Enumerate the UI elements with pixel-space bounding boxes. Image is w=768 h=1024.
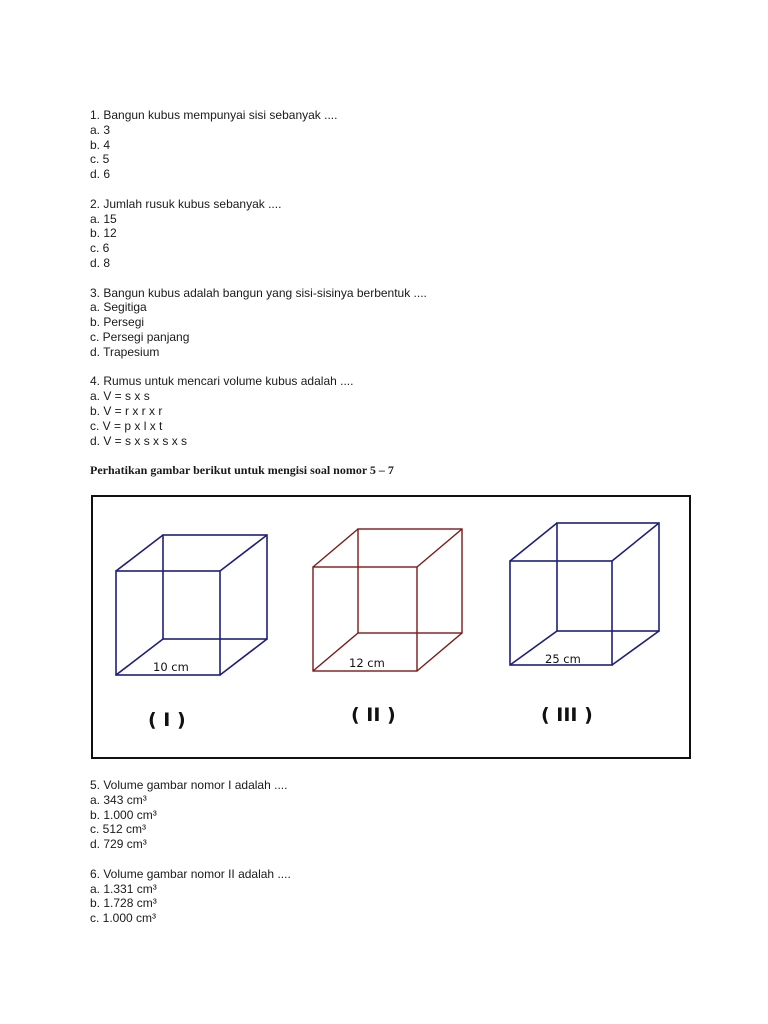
question-1 <box>90 108 700 182</box>
question-4 <box>90 374 700 448</box>
question-text: 2. Jumlah rusuk kubus sebanyak .... <box>90 196 282 211</box>
option: a. 343 cm³ <box>90 792 147 807</box>
cube-1 <box>116 535 267 675</box>
option: b. 4 <box>90 137 111 152</box>
question-text: 4. Rumus untuk mencari volume kubus adalah .... <box>90 374 354 389</box>
cube-2 <box>313 529 462 671</box>
cube-1-back-face <box>163 535 267 639</box>
option: d. V = s x s x s x s <box>90 433 188 448</box>
option: a. 1.331 cm³ <box>90 881 157 896</box>
cube-figure-svg <box>93 497 689 757</box>
cube-figure <box>91 495 691 759</box>
cube-3 <box>510 523 659 665</box>
option: d. 6 <box>90 167 111 182</box>
option: c. 6 <box>90 241 110 256</box>
question-6 <box>90 867 700 926</box>
question-3 <box>90 286 700 360</box>
option: c. 5 <box>90 152 110 167</box>
option: a. 15 <box>90 211 117 226</box>
cube-2-back-face <box>358 529 462 633</box>
option: a. V = s x s <box>90 389 150 404</box>
question-2 <box>90 197 700 271</box>
instruction-text: Perhatikan gambar berikut untuk mengisi soal nomor 5 – 7 <box>90 463 394 478</box>
option: b. 12 <box>90 226 117 241</box>
cube-2-dimension-label: 12 cm <box>349 656 385 670</box>
option: a. Segitiga <box>90 300 147 315</box>
document-bottom <box>90 778 700 941</box>
question-text: 3. Bangun kubus adalah bangun yang sisi-sisinya berbentuk .... <box>90 285 427 300</box>
option: b. 1.728 cm³ <box>90 896 157 911</box>
document-top <box>90 108 700 492</box>
option: b. 1.000 cm³ <box>90 807 157 822</box>
question-text: 1. Bangun kubus mempunyai sisi sebanyak .... <box>90 108 338 122</box>
option: c. V = p x l x t <box>90 418 163 433</box>
question-text: 6. Volume gambar nomor II adalah .... <box>90 866 291 881</box>
option: d. 8 <box>90 255 111 270</box>
option: c. 512 cm³ <box>90 822 147 837</box>
cube-1-dimension-label: 10 cm <box>153 660 189 674</box>
question-5 <box>90 778 700 852</box>
cube-3-label: ( III ) <box>541 704 593 726</box>
option: c. 1.000 cm³ <box>90 911 157 926</box>
option: b. Persegi <box>90 315 145 330</box>
option: c. Persegi panjang <box>90 329 190 344</box>
option: d. Trapesium <box>90 344 160 359</box>
option: a. 3 <box>90 122 111 137</box>
cube-3-dimension-label: 25 cm <box>545 652 581 666</box>
cube-2-label: ( II ) <box>351 704 396 726</box>
cube-3-back-face <box>557 523 659 631</box>
cube-1-label: ( I ) <box>148 709 186 731</box>
option: d. 729 cm³ <box>90 837 147 852</box>
cube-3-front-face <box>510 561 612 665</box>
question-text: 5. Volume gambar nomor I adalah .... <box>90 778 288 792</box>
option: b. V = r x r x r <box>90 403 163 418</box>
